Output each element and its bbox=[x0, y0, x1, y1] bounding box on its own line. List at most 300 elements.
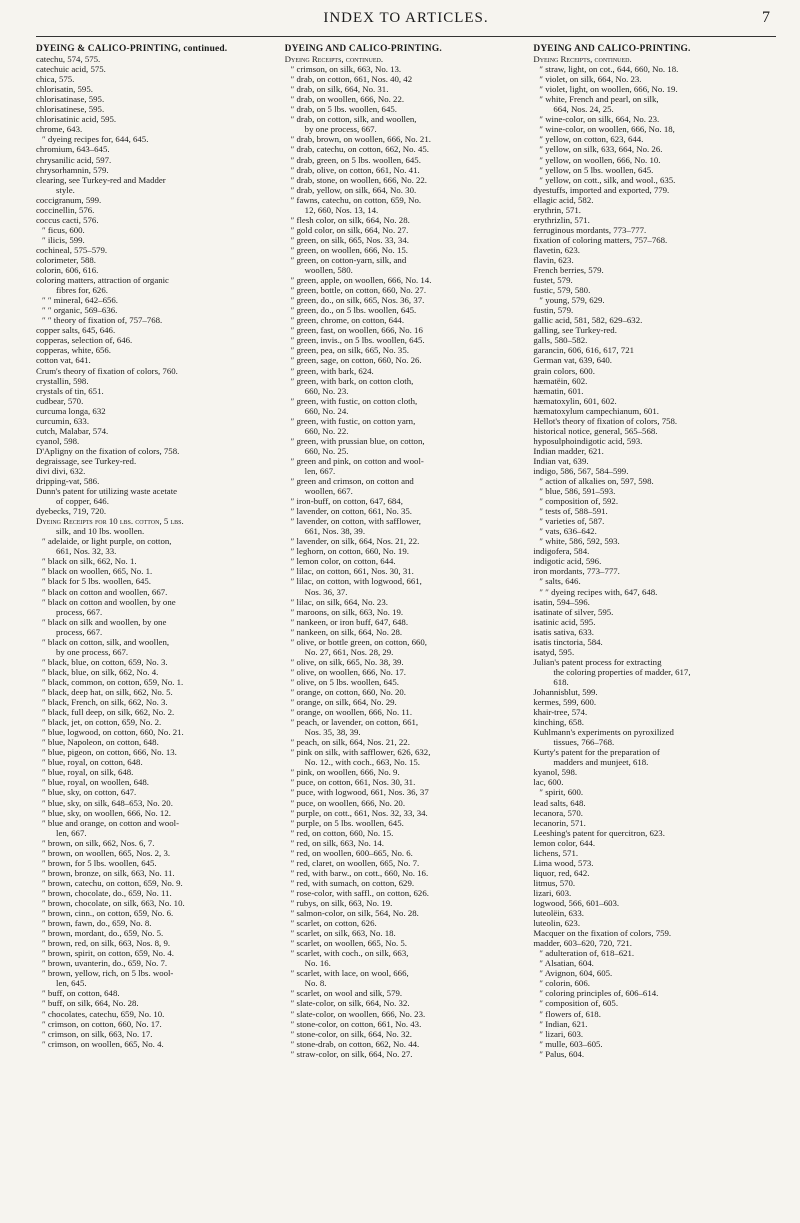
index-entry: 664, Nos. 24, 25. bbox=[553, 104, 614, 115]
index-entry: ″ green, sage, on cotton, 660, No. 26. bbox=[290, 355, 422, 366]
index-entry: ″ drab, catechu, on cotton, 662, No. 45. bbox=[290, 144, 429, 155]
index-entry: ″ green, with fustic, on cotton cloth, bbox=[290, 395, 418, 406]
index-entry: ″ pink, on woollen, 666, No. 9. bbox=[290, 767, 400, 778]
index-entry: ″ adulteration of, 618–621. bbox=[539, 948, 635, 959]
index-entry: ″ stone-color, on cotton, 661, No. 43. bbox=[290, 1018, 422, 1029]
index-entry: ″ crimson, on silk, 663, No. 13. bbox=[290, 64, 402, 75]
index-entry: indigotic acid, 596. bbox=[533, 556, 602, 567]
index-entry: ″ lilac, on cotton, with logwood, 661, bbox=[290, 576, 422, 587]
index-entry: ″ green, fast, on woollen, 666, No. 16 bbox=[290, 325, 423, 336]
index-entry: ″ drab, green, on 5 lbs. woollen, 645. bbox=[290, 154, 421, 165]
index-entry: catechu, 574, 575. bbox=[36, 54, 101, 65]
index-entry: ″ blue, royal, on woollen, 648. bbox=[42, 777, 150, 788]
index-entry: ″ lavender, on cotton, with safflower, bbox=[290, 516, 421, 527]
index-entry: ″ drab, yellow, on silk, 664, No. 30. bbox=[290, 184, 417, 195]
index-entry: ″ brown, fawn, do., 659, No. 8. bbox=[42, 918, 152, 929]
index-entry: ″ lizari, 603. bbox=[539, 1028, 584, 1039]
index-entry: cyanol, 598. bbox=[36, 435, 80, 446]
index-entry: fustic, 579, 580. bbox=[533, 285, 591, 296]
index-entry: No. 27, 661, Nos. 28, 29. bbox=[304, 646, 394, 657]
index-entry: indigofera, 584. bbox=[533, 546, 590, 557]
index-column-right bbox=[533, 44, 776, 1214]
index-entry: ″ brown, cinn., on cotton, 659, No. 6. bbox=[42, 908, 174, 919]
index-entry: lecanora, 570. bbox=[533, 807, 583, 818]
index-entry: len, 667. bbox=[304, 465, 336, 476]
index-entry: ″ green, apple, on woollen, 666, No. 14. bbox=[290, 275, 432, 286]
index-entry: dyebecks, 719, 720. bbox=[36, 506, 107, 517]
index-entry: ″ blue, royal, on silk, 648. bbox=[42, 767, 134, 778]
index-entry: indigo, 586, 567, 584–599. bbox=[533, 465, 629, 476]
index-entry: ″ ″ theory of fixation of, 757–768. bbox=[42, 315, 163, 326]
index-entry: liquor, red, 642. bbox=[533, 867, 590, 878]
index-entry: Julian's patent process for extracting bbox=[533, 656, 662, 667]
index-entry: clearing, see Turkey-red and Madder bbox=[36, 174, 166, 185]
index-entry: Indian vat, 639. bbox=[533, 455, 589, 466]
index-entry: chlorisatin, 595. bbox=[36, 84, 93, 95]
index-entry: ″ blue, logwood, on cotton, 660, No. 21. bbox=[42, 727, 184, 738]
index-entry: Indian madder, 621. bbox=[533, 445, 604, 456]
index-entry: ″ stone-drab, on cotton, 662, No. 44. bbox=[290, 1038, 420, 1049]
index-entry: Macquer on the fixation of colors, 759. bbox=[533, 928, 672, 939]
index-entry: 618. bbox=[553, 676, 569, 687]
index-entry: lizari, 603. bbox=[533, 887, 572, 898]
index-entry: by one process, 667. bbox=[56, 646, 129, 657]
index-entry: ″ dyeing recipes for, 644, 645. bbox=[42, 134, 149, 145]
index-entry: kyanol, 598. bbox=[533, 767, 578, 778]
index-entry: isatis tinctoria, 584. bbox=[533, 636, 603, 647]
index-entry: coccinellin, 576. bbox=[36, 204, 95, 215]
column-heading: DYEING AND CALICO-PRINTING. bbox=[533, 44, 691, 54]
index-entry: ″ salts, 646. bbox=[539, 576, 581, 587]
index-entry: ″ black, blue, on cotton, 659, No. 3. bbox=[42, 656, 168, 667]
index-entry: ″ blue, sky, on silk, 648–653, No. 20. bbox=[42, 797, 173, 808]
index-entry: ″ yellow, on woollen, 666, No. 10. bbox=[539, 154, 661, 165]
index-entry: ″ blue, Napoleon, on cotton, 648. bbox=[42, 737, 159, 748]
index-entry: cutch, Malabar, 574. bbox=[36, 425, 109, 436]
index-entry: tissues, 766–768. bbox=[553, 737, 615, 748]
index-entry: fixation of coloring matters, 757–768. bbox=[533, 234, 668, 245]
index-entry: ″ black, deep hat, on silk, 662, No. 5. bbox=[42, 687, 173, 697]
index-entry: ″ ″ organic, 569–636. bbox=[42, 305, 118, 316]
index-entry: ″ olive, on woollen, 666, No. 17. bbox=[290, 666, 406, 677]
index-entry: ″ ilicis, 599. bbox=[42, 234, 85, 245]
index-entry: ″ salmon-color, on silk, 564, No. 28. bbox=[290, 908, 419, 919]
index-entry: ″ varieties of, 587. bbox=[539, 516, 605, 527]
index-entry: ″ orange, on cotton, 660, No. 20. bbox=[290, 687, 406, 697]
index-entry: chica, 575. bbox=[36, 74, 75, 85]
section-subheading: Dyeing Receipts, continued. bbox=[533, 54, 632, 65]
index-entry: ″ purple, on cott., 661, Nos. 32, 33, 34. bbox=[290, 807, 428, 818]
index-entry: ″ olive, on silk, 665, No. 38, 39. bbox=[290, 656, 404, 667]
index-entry: iron mordants, 773–777. bbox=[533, 566, 620, 577]
index-entry: style. bbox=[56, 184, 75, 195]
index-entry: colorimeter, 588. bbox=[36, 254, 96, 265]
index-entry: ″ green, invis., on 5 lbs. woollen, 645. bbox=[290, 335, 425, 346]
index-entry: ″ ″ mineral, 642–656. bbox=[42, 295, 118, 306]
index-entry: ″ drab, brown, on woollen, 666, No. 21. bbox=[290, 134, 431, 145]
index-column-middle bbox=[285, 44, 528, 1214]
index-entry: ″ slate-color, on woollen, 666, No. 23. bbox=[290, 1008, 426, 1019]
index-entry: crystals of tin, 651. bbox=[36, 385, 104, 396]
index-entry: Nos. 35, 38, 39. bbox=[304, 727, 361, 738]
index-entry: ″ scarlet, on woollen, 665, No. 5. bbox=[290, 938, 407, 949]
index-entry: madders and munjeet, 618. bbox=[553, 757, 649, 768]
index-entry: ″ black, full deep, on silk, 662, No. 2. bbox=[42, 707, 175, 718]
index-entry: ″ wine-color, on woollen, 666, No. 18, bbox=[539, 124, 675, 135]
index-entry: flavetin, 623. bbox=[533, 244, 581, 255]
index-entry: French berries, 579. bbox=[533, 265, 604, 276]
index-entry: ″ green, with bark, on cotton cloth, bbox=[290, 375, 414, 386]
index-entry: gallic acid, 581, 582, 629–632. bbox=[533, 315, 643, 326]
index-entry: ″ black on woollen, 665, No. 1. bbox=[42, 566, 153, 577]
index-entry: ″ spirit, 600. bbox=[539, 787, 584, 798]
index-entry: ″ green, do., on 5 lbs. woollen, 645. bbox=[290, 305, 417, 316]
index-entry: ″ rubys, on silk, 663, No. 19. bbox=[290, 897, 393, 908]
index-entry: ″ peach, or lavender, on cotton, 661, bbox=[290, 717, 419, 728]
index-entry: khair-tree, 574. bbox=[533, 707, 588, 718]
index-entry: ″ flesh color, on silk, 664, No. 28. bbox=[290, 214, 410, 225]
index-entry: luteolëin, 633. bbox=[533, 908, 584, 919]
page-number: 7 bbox=[762, 9, 770, 26]
index-entry: ″ black on cotton, silk, and woollen, bbox=[42, 636, 170, 647]
index-entry: copper salts, 645, 646. bbox=[36, 325, 116, 336]
index-entry: ferruginous mordants, 773–777. bbox=[533, 224, 647, 235]
index-entry: ″ gold color, on silk, 664, No. 27. bbox=[290, 224, 409, 235]
index-entry: ″ drab, on woollen, 666, No. 22. bbox=[290, 94, 405, 105]
index-entry: ″ violet, on silk, 664, No. 23. bbox=[539, 74, 642, 85]
index-entry: ″ puce, with logwood, 661, Nos. 36, 37 bbox=[290, 787, 429, 798]
index-entry: ″ brown, chocolate, do., 659, No. 11. bbox=[42, 887, 172, 898]
index-entry: crystallin, 598. bbox=[36, 375, 89, 386]
index-entry: ″ yellow, on cotton, 623, 644. bbox=[539, 134, 644, 145]
index-entry: ″ yellow, on silk, 633, 664, No. 26. bbox=[539, 144, 663, 155]
index-entry: ″ tests of, 588–591. bbox=[539, 506, 608, 517]
index-entry: Lima wood, 573. bbox=[533, 857, 594, 868]
index-entry: chrome, 643. bbox=[36, 124, 83, 135]
index-entry: isatyd, 595. bbox=[533, 646, 575, 657]
index-entry: 661, Nos. 38, 39. bbox=[304, 526, 366, 537]
index-entry: madder, 603–620, 720, 721. bbox=[533, 938, 632, 949]
index-entry: historical notice, general, 565–568. bbox=[533, 425, 658, 436]
index-entry: ″ crimson, on silk, 663, No. 17. bbox=[42, 1028, 153, 1039]
index-entry: ″ nankeen, on silk, 664, No. 28. bbox=[290, 626, 403, 637]
index-entry: ″ young, 579, 629. bbox=[539, 295, 605, 306]
index-entry: ″ black for 5 lbs. woollen, 645. bbox=[42, 576, 151, 587]
index-entry: ″ peach, on silk, 664, Nos. 21, 22. bbox=[290, 737, 410, 748]
index-entry: curcuma longa, 632 bbox=[36, 405, 106, 416]
index-entry: ″ scarlet, with coch., on silk, 663, bbox=[290, 948, 409, 959]
index-entry: ″ brown, for 5 lbs. woollen, 645. bbox=[42, 857, 157, 868]
index-entry: ″ vats, 636–642. bbox=[539, 526, 597, 537]
index-entry: ″ yellow, on 5 lbs. woollen, 645. bbox=[539, 164, 654, 175]
index-entry: ″ red, on cotton, 660, No. 15. bbox=[290, 827, 394, 838]
index-entry: Crum's theory of fixation of colors, 760. bbox=[36, 365, 178, 376]
index-entry: Leeshing's patent for quercitron, 623. bbox=[533, 827, 665, 838]
index-entry: No. 8. bbox=[304, 978, 327, 989]
index-entry: logwood, 566, 601–603. bbox=[533, 897, 620, 908]
index-entry: ″ green, do., on silk, 665, Nos. 36, 37. bbox=[290, 295, 425, 306]
page-header bbox=[36, 0, 776, 37]
index-entry: Johannisblut, 599. bbox=[533, 687, 598, 697]
index-entry: ″ drab, on 5 lbs. woollen, 645. bbox=[290, 104, 397, 115]
index-entry: ″ Indian, 621. bbox=[539, 1018, 588, 1029]
index-entry: ″ yellow, on cott., silk, and wool., 635. bbox=[539, 174, 676, 185]
index-entry: ″ blue, 586, 591–593. bbox=[539, 486, 616, 497]
index-entry: fibres for, 626. bbox=[56, 285, 108, 296]
index-entry: ″ drab, stone, on woollen, 666, No. 22. bbox=[290, 174, 428, 185]
index-entry: galling, see Turkey-red. bbox=[533, 325, 617, 336]
index-entry: process, 667. bbox=[56, 626, 103, 637]
index-entry: 12, 660, Nos. 13, 14. bbox=[304, 204, 379, 215]
index-entry: dripping-vat, 586. bbox=[36, 476, 100, 487]
index-entry: ″ chocolates, catechu, 659, No. 10. bbox=[42, 1008, 165, 1019]
index-entry: ″ drab, on cotton, 661, Nos. 40, 42 bbox=[290, 74, 413, 85]
index-entry: fustin, 579. bbox=[533, 305, 574, 316]
index-entry: process, 667. bbox=[56, 606, 103, 617]
index-entry: chlorisatinese, 595. bbox=[36, 104, 105, 115]
index-entry: ″ rose-color, with saffl., on cotton, 626. bbox=[290, 887, 429, 898]
index-entry: ″ leghorn, on cotton, 660, No. 19. bbox=[290, 546, 409, 557]
index-entry: lichens, 571. bbox=[533, 847, 579, 858]
index-entry: isatinic acid, 595. bbox=[533, 616, 596, 627]
index-entry: erythrin, 571. bbox=[533, 204, 581, 215]
index-entry: ″ flowers of, 618. bbox=[539, 1008, 601, 1019]
index-columns bbox=[36, 44, 776, 1214]
index-entry: ″ green, bottle, on cotton, 660, No. 27. bbox=[290, 285, 427, 296]
index-entry: lecanorin, 571. bbox=[533, 817, 586, 828]
index-entry: hæmatoxylin, 601, 602. bbox=[533, 395, 617, 406]
index-entry: ″ red, claret, on woollen, 665, No. 7. bbox=[290, 857, 420, 868]
index-entry: degraissage, see Turkey-red. bbox=[36, 455, 137, 466]
index-entry: ″ ″ dyeing recipes with, 647, 648. bbox=[539, 586, 658, 597]
page-title: INDEX TO ARTICLES. bbox=[323, 10, 489, 26]
index-entry: ″ black on cotton and woollen, by one bbox=[42, 596, 176, 607]
index-entry: ″ brown, on silk, 662, Nos. 6, 7. bbox=[42, 837, 155, 848]
index-entry: ″ maroons, on silk, 663, No. 19. bbox=[290, 606, 404, 617]
index-entry: ″ Avignon, 604, 605. bbox=[539, 968, 613, 979]
index-entry: coccigranum, 599. bbox=[36, 194, 102, 205]
index-entry: by one process, 667. bbox=[304, 124, 377, 135]
index-entry: No. 16. bbox=[304, 958, 331, 969]
index-entry: catechuic acid, 575. bbox=[36, 64, 106, 75]
index-entry: ″ Alsatian, 604. bbox=[539, 958, 594, 969]
column-heading: DYEING & CALICO-PRINTING, continued. bbox=[36, 44, 228, 54]
index-entry: ″ red, on woollen, 600–665, No. 6. bbox=[290, 847, 413, 858]
index-entry: No. 12., with coch., 663, No. 15. bbox=[304, 757, 420, 768]
index-entry: ″ action of alkalies on, 597, 598. bbox=[539, 476, 654, 487]
index-entry: isatin, 594–596. bbox=[533, 596, 590, 607]
index-entry: ″ olive, or bottle green, on cotton, 660, bbox=[290, 636, 427, 647]
index-entry: ″ olive, on 5 lbs. woollen, 645. bbox=[290, 676, 399, 687]
index-entry: ″ black, common, on cotton, 659, No. 1. bbox=[42, 676, 184, 687]
index-entry: ″ coloring principles of, 606–614. bbox=[539, 988, 659, 999]
index-entry: len, 667. bbox=[56, 827, 87, 838]
index-entry: chromium, 643–645. bbox=[36, 144, 110, 155]
index-entry: ″ black, French, on silk, 662, No. 3. bbox=[42, 697, 168, 708]
index-entry: ″ orange, on silk, 664, No. 29. bbox=[290, 697, 397, 708]
index-entry: hæmatoxylum campechianum, 601. bbox=[533, 405, 659, 416]
index-entry: ″ red, with sumach, on cotton, 629. bbox=[290, 877, 415, 888]
index-entry: ″ brown, uvanterin, do., 659, No. 7. bbox=[42, 958, 168, 969]
index-entry: ″ white, French and pearl, on silk, bbox=[539, 94, 659, 105]
index-entry: garancin, 606, 616, 617, 721 bbox=[533, 345, 635, 356]
index-entry: ″ black on silk, 662, No. 1. bbox=[42, 556, 137, 567]
index-entry: ″ green and crimson, on cotton and bbox=[290, 476, 414, 487]
index-entry: ″ black, jet, on cotton, 659, No. 2. bbox=[42, 717, 162, 728]
index-entry: hyposulphoindigotic acid, 593. bbox=[533, 435, 643, 446]
index-entry: ″ green, pea, on silk, 665, No. 35. bbox=[290, 345, 409, 356]
index-entry: lead salts, 648. bbox=[533, 797, 586, 808]
index-entry: ″ blue, pigeon, on cotton, 666, No. 13. bbox=[42, 747, 177, 758]
index-entry: ″ stone-color, on silk, 664, No. 32. bbox=[290, 1028, 412, 1039]
index-entry: kermes, 599, 600. bbox=[533, 697, 597, 708]
index-entry: ″ brown, on woollen, 665, Nos. 2, 3. bbox=[42, 847, 171, 858]
index-entry: ″ green, with prussian blue, on cotton, bbox=[290, 435, 425, 446]
index-entry: ″ composition of, 605. bbox=[539, 998, 619, 1009]
index-entry: isatis sativa, 633. bbox=[533, 626, 594, 637]
index-entry: ″ drab, olive, on cotton, 661, No. 41. bbox=[290, 164, 420, 175]
index-entry: the coloring properties of madder, 617, bbox=[553, 666, 691, 677]
index-entry: woollen, 667. bbox=[304, 486, 353, 497]
index-entry: ″ brown, yellow, rich, on 5 lbs. wool- bbox=[42, 968, 174, 979]
index-entry: ″ buff, on cotton, 648. bbox=[42, 988, 120, 999]
index-entry: cotton vat, 641. bbox=[36, 355, 91, 366]
index-entry: D'Apligny on the fixation of colors, 758. bbox=[36, 445, 180, 456]
index-entry: 661, Nos. 32, 33. bbox=[56, 546, 117, 557]
index-entry: ″ brown, catechu, on cotton, 659, No. 9. bbox=[42, 877, 183, 888]
index-entry: copperas, selection of, 646. bbox=[36, 335, 133, 346]
index-entry: galls, 580–582. bbox=[533, 335, 588, 346]
index-entry: of copper, 646. bbox=[56, 496, 109, 507]
index-entry: ″ crimson, on cotton, 660, No. 17. bbox=[42, 1018, 162, 1029]
index-entry: ″ lilac, on silk, 664, No. 23. bbox=[290, 596, 388, 607]
index-entry: ″ red, on silk, 663, No. 14. bbox=[290, 837, 385, 848]
index-entry: ″ puce, on cotton, 661, Nos. 30, 31. bbox=[290, 777, 416, 788]
index-entry: chrysorhamnin, 579. bbox=[36, 164, 109, 175]
index-entry: ″ black, blue, on silk, 662, No. 4. bbox=[42, 666, 159, 677]
index-entry: ″ brown, red, on silk, 663, Nos. 8, 9. bbox=[42, 938, 171, 949]
index-entry: coccus cacti, 576. bbox=[36, 214, 99, 225]
index-entry: hæmatin, 601. bbox=[533, 385, 584, 396]
index-entry: ″ orange, on woollen, 666, No. 11. bbox=[290, 707, 413, 718]
index-entry: coloring matters, attraction of organic bbox=[36, 275, 169, 286]
index-entry: ″ red, with barw., on cott., 660, No. 16. bbox=[290, 867, 429, 878]
index-entry: ″ buff, on silk, 664, No. 28. bbox=[42, 998, 139, 1009]
index-entry: ″ lemon color, on cotton, 644. bbox=[290, 556, 396, 567]
index-entry: ″ puce, on woollen, 666, No. 20. bbox=[290, 797, 406, 808]
index-entry: ″ scarlet, on wool and silk, 579. bbox=[290, 988, 403, 999]
index-entry: ″ white, 586, 592, 593. bbox=[539, 536, 620, 547]
index-entry: ″ ficus, 600. bbox=[42, 224, 85, 235]
index-entry: lemon color, 644. bbox=[533, 837, 596, 848]
index-entry: ″ colorin, 606. bbox=[539, 978, 590, 989]
index-entry: ″ crimson, on woollen, 665, No. 4. bbox=[42, 1038, 164, 1049]
index-entry: ″ pink on silk, with safflower, 626, 632, bbox=[290, 747, 431, 758]
index-entry: ″ lilac, on cotton, 661, Nos. 30, 31. bbox=[290, 566, 414, 577]
index-entry: ″ blue, sky, on woollen, 666, No. 12. bbox=[42, 807, 171, 818]
section-subheading: Dyeing Receipts for 10 lbs. cotton, 5 lbs. bbox=[36, 516, 184, 527]
index-entry: ″ blue, royal, on cotton, 648. bbox=[42, 757, 143, 768]
index-entry: Kurty's patent for the preparation of bbox=[533, 747, 660, 758]
index-entry: ″ green, with bark, 624. bbox=[290, 365, 374, 376]
index-entry: Kuhlmann's experiments on pyroxilized bbox=[533, 727, 674, 738]
index-entry: ″ violet, light, on woollen, 666, No. 19. bbox=[539, 84, 678, 95]
index-entry: colorin, 606, 616. bbox=[36, 265, 99, 276]
index-entry: ″ green, on cotton-yarn, silk, and bbox=[290, 254, 407, 265]
index-entry: dyestuffs, imported and exported, 779. bbox=[533, 184, 670, 195]
index-entry: fustet, 579. bbox=[533, 275, 573, 286]
index-entry: ″ lavender, on silk, 664, Nos. 21, 22. bbox=[290, 536, 420, 547]
index-entry: ″ green, chrome, on cotton, 644. bbox=[290, 315, 405, 326]
index-entry: copperas, white, 656. bbox=[36, 345, 111, 356]
index-entry: German vat, 639, 640. bbox=[533, 355, 613, 366]
index-entry: chlorisatinase, 595. bbox=[36, 94, 105, 105]
index-entry: ″ brown, spirit, on cotton, 659, No. 4. bbox=[42, 948, 174, 959]
index-entry: divi divi, 632. bbox=[36, 465, 86, 476]
index-entry: ″ iron-buff, on cotton, 647, 684, bbox=[290, 496, 403, 507]
index-entry: Nos. 36, 37. bbox=[304, 586, 348, 597]
index-entry: flavin, 623. bbox=[533, 254, 574, 265]
index-entry: 660, No. 23. bbox=[304, 385, 349, 396]
index-entry: ″ adelaide, or light purple, on cotton, bbox=[42, 536, 172, 547]
index-entry: lac, 600. bbox=[533, 777, 564, 788]
index-entry: ″ nankeen, or iron buff, 647, 648. bbox=[290, 616, 409, 627]
index-entry: ellagic acid, 582. bbox=[533, 194, 594, 205]
index-entry: ″ drab, on cotton, silk, and woollen, bbox=[290, 114, 417, 125]
index-entry: ″ wine-color, on silk, 664, No. 23. bbox=[539, 114, 660, 125]
index-entry: ″ Palus, 604. bbox=[539, 1048, 585, 1059]
index-entry: ″ purple, on 5 lbs. woollen, 645. bbox=[290, 817, 404, 828]
index-entry: 660, No. 24. bbox=[304, 405, 349, 416]
index-entry: ″ green, on silk, 665, Nos. 33, 34. bbox=[290, 234, 409, 245]
index-entry: ″ blue, sky, on cotton, 647. bbox=[42, 787, 137, 798]
index-entry: cudbear, 570. bbox=[36, 395, 84, 406]
index-entry: silk, and 10 lbs. woollen. bbox=[56, 526, 145, 537]
index-entry: grain colors, 600. bbox=[533, 365, 595, 376]
section-subheading: Dyeing Receipts, continued. bbox=[284, 54, 384, 65]
index-entry: len, 645. bbox=[56, 978, 87, 989]
index-entry: chlorisatinic acid, 595. bbox=[36, 114, 117, 125]
index-entry: ″ blue and orange, on cotton and wool- bbox=[42, 817, 180, 828]
index-entry: chrysanilic acid, 597. bbox=[36, 154, 112, 165]
index-entry: 660, No. 22. bbox=[304, 425, 349, 436]
index-column-left bbox=[36, 44, 279, 1214]
index-entry: ″ black on cotton and woollen, 667. bbox=[42, 586, 168, 597]
index-entry: ″ green, with fustic, on cotton yarn, bbox=[290, 415, 416, 426]
index-entry: ″ black on silk and woollen, by one bbox=[42, 616, 167, 627]
index-entry: ″ green and pink, on cotton and wool- bbox=[290, 455, 424, 466]
index-entry: ″ lavender, on cotton, 661, No. 35. bbox=[290, 506, 412, 517]
index-entry: ″ green, on woollen, 666, No. 15. bbox=[290, 244, 408, 255]
index-entry: hæmatëin, 602. bbox=[533, 375, 588, 386]
index-entry: litmus, 570. bbox=[533, 877, 576, 888]
index-entry: cochineal, 575–579. bbox=[36, 244, 108, 255]
index-entry: ″ brown, bronze, on silk, 663, No. 11. bbox=[42, 867, 175, 878]
column-heading: DYEING AND CALICO-PRINTING. bbox=[284, 44, 442, 54]
index-entry: ″ slate-color, on silk, 664, No. 32. bbox=[290, 998, 410, 1009]
index-entry: ″ fawns, catechu, on cotton, 659, No. bbox=[290, 194, 422, 205]
index-entry: Hellot's theory of fixation of colors, 758. bbox=[533, 415, 678, 426]
index-entry: ″ straw, light, on cot., 644, 660, No. 18. bbox=[539, 64, 679, 75]
index-entry: ″ scarlet, on cotton, 626. bbox=[290, 918, 377, 929]
index-entry: ″ mulle, 603–605. bbox=[539, 1038, 603, 1049]
index-entry: ″ straw-color, on silk, 664, No. 27. bbox=[290, 1048, 413, 1059]
index-entry: kinching, 658. bbox=[533, 717, 584, 728]
index-entry: erythrizlin, 571. bbox=[533, 214, 590, 225]
index-entry: Dunn's patent for utilizing waste acetate bbox=[36, 486, 178, 497]
index-entry: luteolin, 623. bbox=[533, 918, 581, 929]
index-entry: ″ brown, chocolate, on silk, 663, No. 10. bbox=[42, 897, 185, 908]
